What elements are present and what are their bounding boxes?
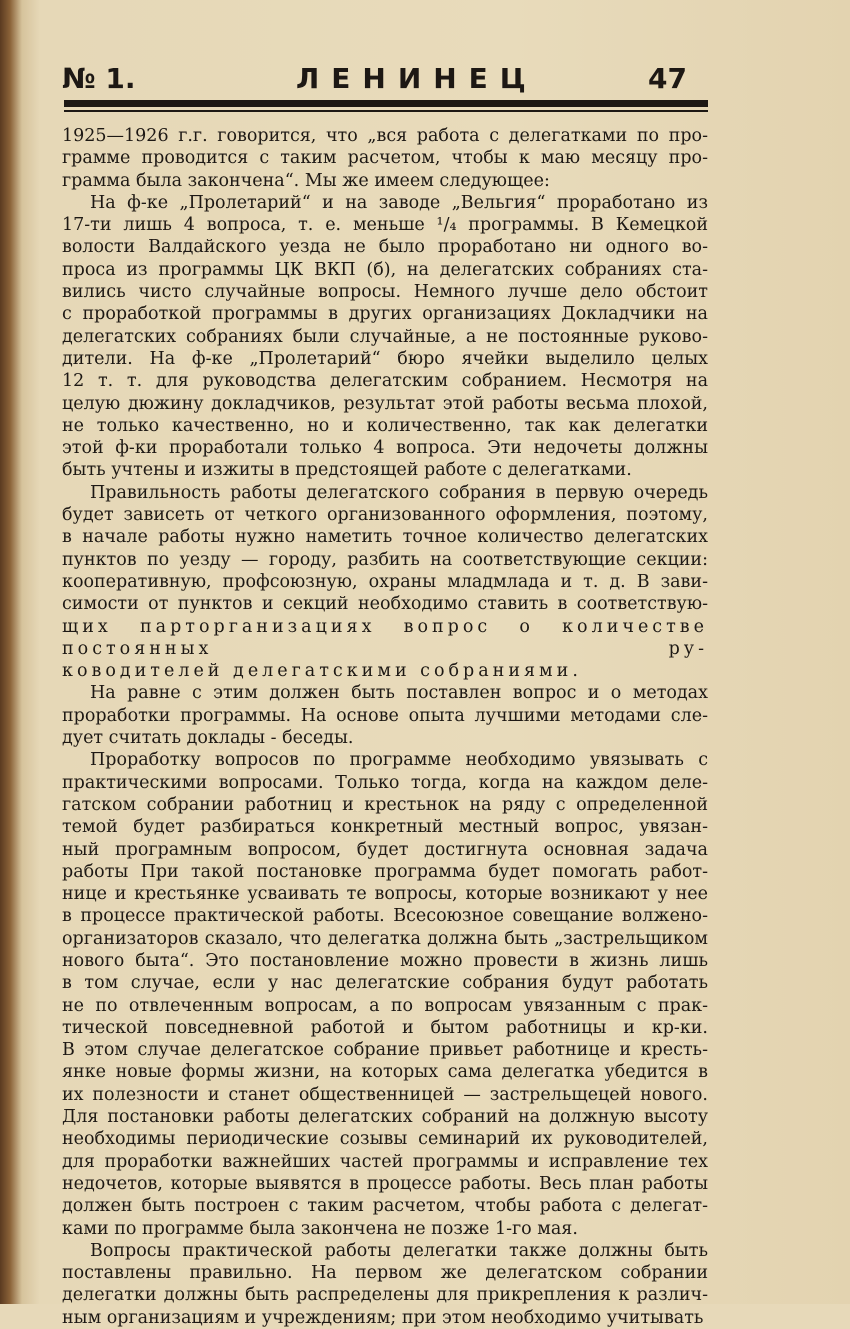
text-line: их полезности и станет общественницей — застрельщецей нового. [62,1084,708,1105]
text-line: симости от пунктов и секций необходимо ставить в соответствую- [62,594,708,615]
text-line: грамма была закончена“. Мы же имеем следующее: [62,170,550,191]
text-line: в том случае, если у нас делегатские собрания будут работать [62,973,708,994]
text-line: нице и крестьянке усваивать те вопросы, которые возникают у нее [62,884,708,905]
text-line: не по отвлеченным вопросам, а по вопросам увязанным с прак- [62,995,708,1016]
text-line: поставлены правильно. На первом же делегатском собрании [62,1263,708,1284]
text-line: Для постановки работы делегатских собраний на должную высоту [62,1107,708,1128]
article-body [62,125,708,1329]
text-line: необходимы периодические созывы семинарий их руководителей, [62,1129,708,1150]
text-line: тической повседневной работой и бытом работницы и кр-ки. [62,1017,708,1038]
text-line: ками по программе была закончена не позже 1-го мая. [62,1218,578,1239]
text-line: в начале работы нужно наметить точное количество делегатских [62,527,708,548]
text-line: будет зависеть от четкого организованного оформления, поэтому, [62,505,708,526]
journal-title: ЛЕНИНЕЦ [296,62,538,95]
text-line: пунктов по уезду — городу, разбить на соответствующие секции: [62,549,708,570]
text-line: В этом случае делегатское собрание привьет работнице и кресть- [62,1040,708,1061]
header-rule-thin [64,110,708,112]
text-line: нового быта“. Это постановление можно провести в жизнь лишь [62,950,708,971]
text-line: практическими вопросами. Только тогда, когда на каждом деле- [62,772,708,793]
text-line: 1925—1926 г.г. говорится, что „вся работа с делегатками по про- [62,126,708,146]
text-line: ным организациям и учреждениям; при этом необходимо учитывать [62,1307,704,1328]
text-line: ный програмным вопросом, будет достигнута основная задача [62,839,708,860]
page-number: 47 [648,62,687,95]
text-line: 12 т. т. для руководства делегатским собранием. Несмотря на [62,371,708,392]
text-line: щих парторганизациях вопрос о количестве постоянных ру- [62,616,708,659]
text-line: Правильность работы делегатского собрания в первую очередь [90,482,708,503]
text-line: этой ф-ки проработали только 4 вопроса. Эти недочеты должны [62,438,708,459]
text-line: грамме проводится с таким расчетом, чтобы к маю месяцу про- [62,148,708,169]
text-line: быть учтены и изжиты в предстоящей работе с делегатками. [62,460,632,481]
text-line: гатском собрании работниц и крестьнок на ряду с определенной [62,794,708,815]
text-line: должен быть построен с таким расчетом, чтобы работа с делегат- [62,1196,708,1217]
text-line: работы При такой постановке программа будет помогать работ- [62,861,708,882]
text-line: делегатки должны быть распределены для прикрепления к различ- [62,1285,708,1306]
text-line: На ф-ке „Пролетарий“ и на заводе „Вельгия“ проработано из [90,192,708,213]
text-line: темой будет разбираться конкретный местный вопрос, увязан- [62,817,708,838]
text-line: Проработку вопросов по программе необходимо увязывать с [90,750,708,771]
issue-number: № 1. [62,62,136,95]
header-rule-thick [64,100,708,107]
text-line: ководителей делегатскими собраниями. [62,661,582,682]
text-line: делегатских собраниях были случайные, а не постоянные руково- [62,326,708,347]
text-line: для проработки важнейших частей программы и исправление тех [62,1151,708,1172]
text-line: проса из программы ЦК ВКП (б), на делегатских собраниях ста- [62,259,708,280]
text-line: янке новые формы жизни, на которых сама делегатка убедится в [62,1062,708,1083]
text-line: кооперативную, профсоюзную, охраны младмлада и т. д. В зави- [62,571,708,592]
text-line: организаторов сказало, что делегатка должна быть „застрельщиком [62,928,708,949]
text-line: целую дюжину докладчиков, результат этой работы весьма плохой, [62,393,708,414]
text-line: волости Валдайского уезда не было проработано ни одного во- [62,237,708,258]
text-line: в процессе практической работы. Всесоюзное совещание волжено- [62,906,708,927]
text-line: не только качественно, но и количественно, так как делегатки [62,415,708,436]
text-line: с проработкой программы в других организациях Докладчики на [62,304,708,325]
text-line: 17-ти лишь 4 вопроса, т. е. меньше ¹/₄ программы. В Кемецкой [62,215,708,236]
text-line: проработки программы. На основе опыта лучшими методами сле- [62,705,708,726]
text-line: дует считать доклады - беседы. [62,728,354,749]
text-line: Вопросы практической работы делегатки также должны быть [90,1240,708,1261]
text-line: На равне с этим должен быть поставлен вопрос и о методах [90,683,708,704]
text-line: дители. На ф-ке „Пролетарий“ бюро ячейки выделило целых [62,348,708,369]
text-line: вились чисто случайные вопросы. Немного лучше дело обстоит [62,282,708,303]
text-line: недочетов, которые выявятся в процессе работы. Весь план работы [62,1173,708,1194]
